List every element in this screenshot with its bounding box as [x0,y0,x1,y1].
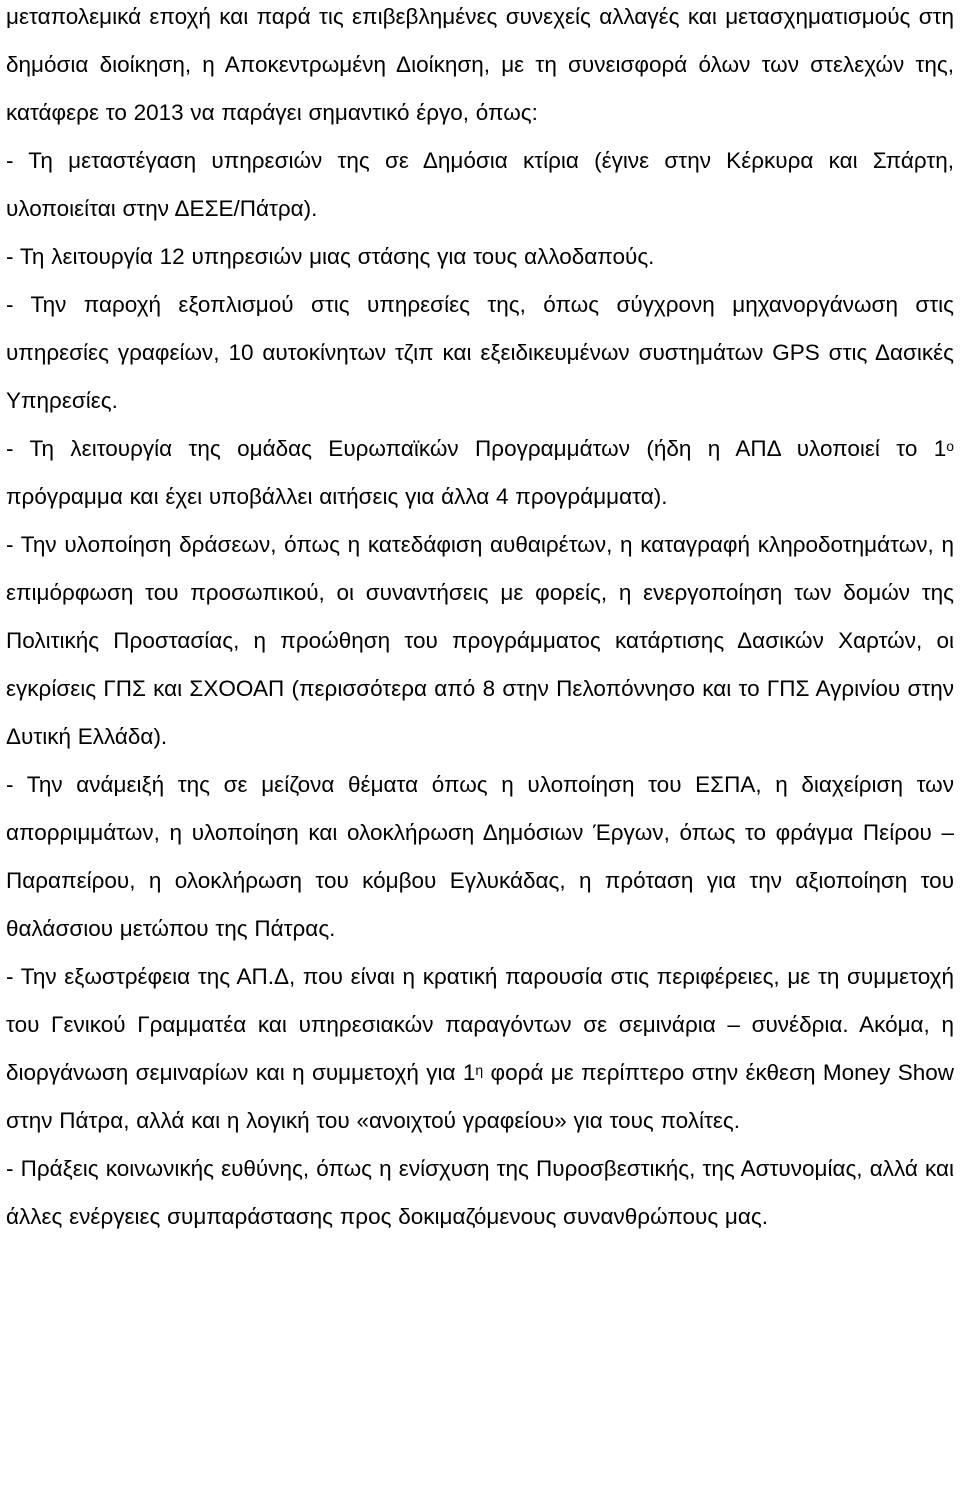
paragraph-outreach [6,953,954,1145]
paragraph-one-stop-shops: - Τη λειτουργία 12 υπηρεσιών μιας στάσης για τους αλλοδαπούς. [6,244,655,269]
paragraph-major-issues: - Την ανάμειξή της σε μείζονα θέματα όπως η υλοποίηση του ΕΣΠΑ, η διαχείριση των απορριμμάτων, η υλοποίηση και ολοκλήρωση Δημόσιων Έργων, όπως το φράγμα Πείρου – Παραπείρου, η ολοκλήρωση του κόμβου Εγλυκάδας, η πρόταση για την αξιοποίηση του θαλάσσιου μετώπου της Πάτρας. [6,772,954,941]
ordinal-superscript: η [475,1062,484,1079]
outreach-text-start: - Την εξωστρέφεια της ΑΠ.Δ, που είναι η κρατική παρουσία στις περιφέρειες, με τη συμμετοχή του Γενικού Γραμματέα και υπηρεσιακών παραγόντων σε σεμινάρια – συνέδρια. Ακόμα, η διοργάνωση σεμιναρίων και η συμμετοχή για 1 [6,964,954,1085]
outreach-text-end: φορά με περίπτερο στην έκθεση Money Show στην Πάτρα, αλλά και η λογική του «ανοιχτού γραφείου» για τους πολίτες. [6,1060,954,1133]
paragraph-social-responsibility: - Πράξεις κοινωνικής ευθύνης, όπως η ενίσχυση της Πυροσβεστικής, της Αστυνομίας, αλλά και άλλες ενέργειες συμπαράστασης προς δοκιμαζόμενους συνανθρώπους μας. [6,1156,954,1229]
paragraph-intro: μεταπολεμικά εποχή και παρά τις επιβεβλημένες συνεχείς αλλαγές και μετασχηματισμούς στη δημόσια διοίκηση, η Αποκεντρωμένη Διοίκηση, με τη συνεισφορά όλων των στελεχών της, κατάφερε το 2013 να παράγει σημαντικό έργο, όπως: [6,4,954,125]
paragraph-eu-programmes [6,425,954,521]
paragraph-actions: - Την υλοποίηση δράσεων, όπως η κατεδάφιση αυθαιρέτων, η καταγραφή κληροδοτημάτων, η επιμόρφωση του προσωπικού, οι συναντήσεις με φορείς, η ενεργοποίηση των δομών της Πολιτικής Προστασίας, η προώθηση του προγράμματος κατάρτισης Δασικών Χαρτών, οι εγκρίσεις ΓΠΣ και ΣΧΟΟΑΠ (περισσότερα από 8 στην Πελοπόννησο και το ΓΠΣ Αγρινίου στην Δυτική Ελλάδα). [6,532,954,749]
ordinal-superscript: ο [946,438,954,455]
paragraph-relocation: - Τη μεταστέγαση υπηρεσιών της σε Δημόσια κτίρια (έγινε στην Κέρκυρα και Σπάρτη, υλοποιείται στην ΔΕΣΕ/Πάτρα). [6,148,954,221]
paragraph-equipment: - Την παροχή εξοπλισμού στις υπηρεσίες της, όπως σύγχρονη μηχανοργάνωση στις υπηρεσίες γραφείων, 10 αυτοκίνητων τζιπ και εξειδικευμένων συστημάτων GPS στις Δασικές Υπηρεσίες. [6,292,954,413]
eu-programmes-text-start: - Τη λειτουργία της ομάδας Ευρωπαϊκών Προγραμμάτων (ήδη η ΑΠΔ υλοποιεί το 1 [6,436,947,461]
eu-programmes-text-end: πρόγραμμα και έχει υποβάλλει αιτήσεις για άλλα 4 προγράμματα). [6,484,668,509]
document-page [6,0,954,1241]
